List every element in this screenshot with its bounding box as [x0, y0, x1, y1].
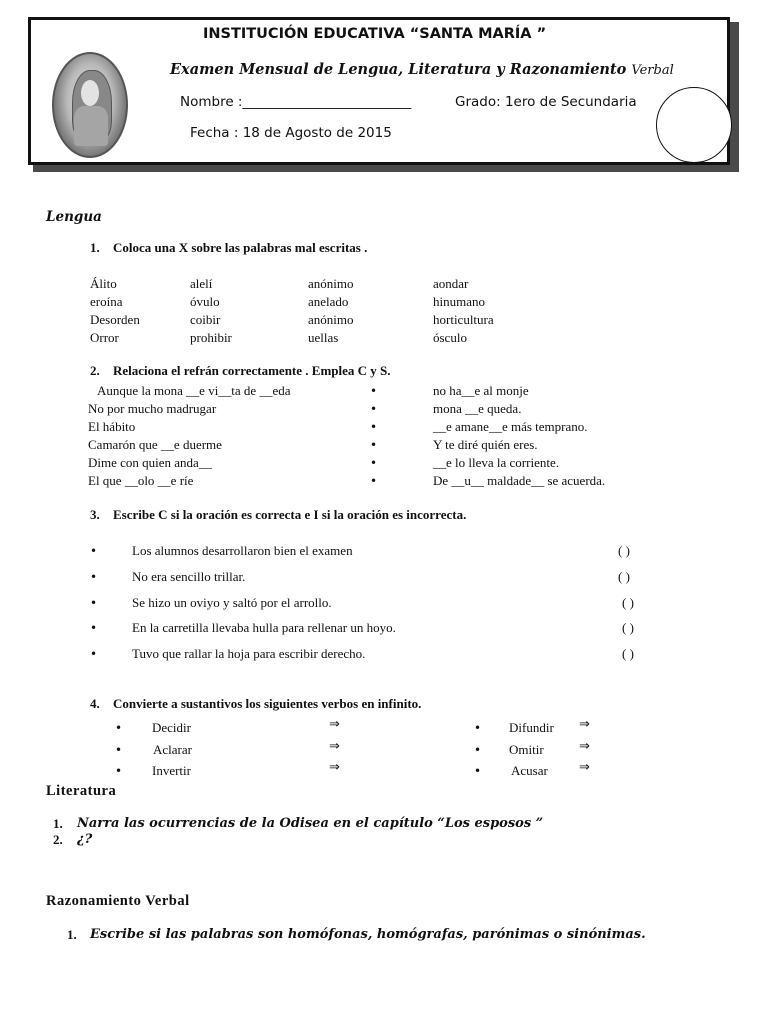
bullet: • [370, 384, 378, 398]
question-4-number: 4. [90, 696, 100, 711]
word-cell: uellas [308, 330, 339, 345]
word-cell: hinumano [433, 294, 485, 309]
proverb-start: Dime con quien anda__ [88, 455, 212, 470]
word-cell: horticultura [433, 312, 494, 327]
bullet: • [90, 647, 98, 661]
word-cell: ósculo [433, 330, 467, 345]
question-4-text: Convierte a sustantivos los siguientes verbos en infinito. [113, 696, 422, 711]
bullet: • [90, 596, 98, 610]
arrow-right-icon: ⇒ [329, 717, 340, 732]
sentence-item: Los alumnos desarrollaron bien el examen [132, 543, 353, 558]
bullet: • [370, 474, 378, 488]
word-cell: eroína [90, 294, 123, 309]
exam-title [170, 61, 674, 78]
sentence-item: Se hizo un oviyo y saltó por el arrollo. [132, 595, 332, 610]
word-cell: anónimo [308, 312, 354, 327]
school-seal-image [52, 52, 128, 158]
verb-item: Invertir [152, 763, 191, 778]
literatura-item-text: ¿? [77, 832, 93, 847]
sentence-item: No era sencillo trillar. [132, 569, 246, 584]
verb-item: Omitir [509, 742, 544, 757]
bullet: • [115, 764, 123, 778]
word-cell: anónimo [308, 276, 354, 291]
bullet: • [474, 743, 482, 757]
seal-face [81, 80, 99, 106]
arrow-right-icon: ⇒ [329, 739, 340, 754]
answer-box[interactable]: ( ) [622, 646, 634, 661]
bullet: • [370, 438, 378, 452]
section-heading-literatura: Literatura [46, 783, 117, 799]
proverb-end: De __u__ maldade__ se acuerda. [433, 473, 606, 488]
bullet: • [370, 420, 378, 434]
razonamiento-item-text: Escribe si las palabras son homófonas, homógrafas, parónimas o sinónimas. [90, 927, 646, 942]
photo-circle [656, 87, 732, 163]
question-3-text: Escribe C si la oración es correcta e I si la oración es incorrecta. [113, 507, 467, 522]
proverb-end: mona __e queda. [433, 401, 522, 416]
answer-box[interactable]: ( ) [622, 620, 634, 635]
arrow-right-icon: ⇒ [579, 760, 590, 775]
literatura-item-number: 1. [53, 816, 63, 831]
bullet: • [474, 764, 482, 778]
proverb-start: No por mucho madrugar [88, 401, 217, 416]
bullet: • [474, 721, 482, 735]
bullet: • [115, 721, 123, 735]
word-cell: prohibir [190, 330, 232, 345]
institution-title: INSTITUCIÓN EDUCATIVA “SANTA MARÍA ” [203, 26, 547, 42]
verb-item: Difundir [509, 720, 554, 735]
student-name-field: Nombre :_________________________ [180, 94, 412, 110]
date-label: Fecha : 18 de Agosto de 2015 [190, 125, 392, 141]
seal-robe [74, 106, 108, 146]
proverb-end: __e amane__e más temprano. [433, 419, 588, 434]
proverb-start: Camarón que __e duerme [88, 437, 222, 452]
bullet: • [90, 570, 98, 584]
section-heading-lengua: Lengua [46, 209, 102, 225]
proverb-start: Aunque la mona __e vi__ta de __eda [97, 383, 291, 398]
answer-box[interactable]: ( ) [622, 595, 634, 610]
verb-item: Acusar [511, 763, 548, 778]
arrow-right-icon: ⇒ [579, 739, 590, 754]
sentence-item: En la carretilla llevaba hulla para rellenar un hoyo. [132, 620, 396, 635]
question-1-text: Coloca una X sobre las palabras mal escritas . [113, 240, 368, 255]
bullet: • [370, 456, 378, 470]
question-2-text: Relaciona el refrán correctamente . Emplea C y S. [113, 363, 391, 378]
bullet: • [115, 743, 123, 757]
bullet: • [90, 621, 98, 635]
word-cell: óvulo [190, 294, 220, 309]
word-cell: Álito [90, 276, 117, 291]
word-cell: anelado [308, 294, 349, 309]
verb-item: Decidir [152, 720, 191, 735]
word-cell: Desorden [90, 312, 140, 327]
sentence-item: Tuvo que rallar la hoja para escribir derecho. [132, 646, 366, 661]
proverb-end: Y te diré quién eres. [433, 437, 538, 452]
grade-label: Grado: 1ero de Secundaria [455, 94, 637, 110]
bullet: • [370, 402, 378, 416]
answer-box[interactable]: ( ) [618, 543, 630, 558]
literatura-item-text: Narra las ocurrencias de la Odisea en el capítulo “Los esposos ” [77, 816, 544, 831]
proverb-start: El que __olo __e ríe [88, 473, 194, 488]
exam-title-main: Examen Mensual de Lengua, Literatura y Razonamiento [170, 61, 627, 78]
proverb-end: no ha__e al monje [433, 383, 529, 398]
answer-box[interactable]: ( ) [618, 569, 630, 584]
exam-title-suffix: Verbal [631, 63, 674, 78]
section-heading-razonamiento: Razonamiento Verbal [46, 893, 190, 909]
verb-item: Aclarar [153, 742, 192, 757]
proverb-start: El hábito [88, 419, 136, 434]
question-1-number: 1. [90, 240, 100, 255]
literatura-item-number: 2. [53, 832, 63, 847]
word-cell: Orror [90, 330, 119, 345]
arrow-right-icon: ⇒ [329, 760, 340, 775]
question-2-number: 2. [90, 363, 100, 378]
word-cell: alelí [190, 276, 213, 291]
word-cell: aondar [433, 276, 469, 291]
question-3-number: 3. [90, 507, 100, 522]
razonamiento-item-number: 1. [67, 927, 77, 942]
arrow-right-icon: ⇒ [579, 717, 590, 732]
bullet: • [90, 544, 98, 558]
word-cell: coibir [190, 312, 221, 327]
proverb-end: __e lo lleva la corriente. [433, 455, 559, 470]
